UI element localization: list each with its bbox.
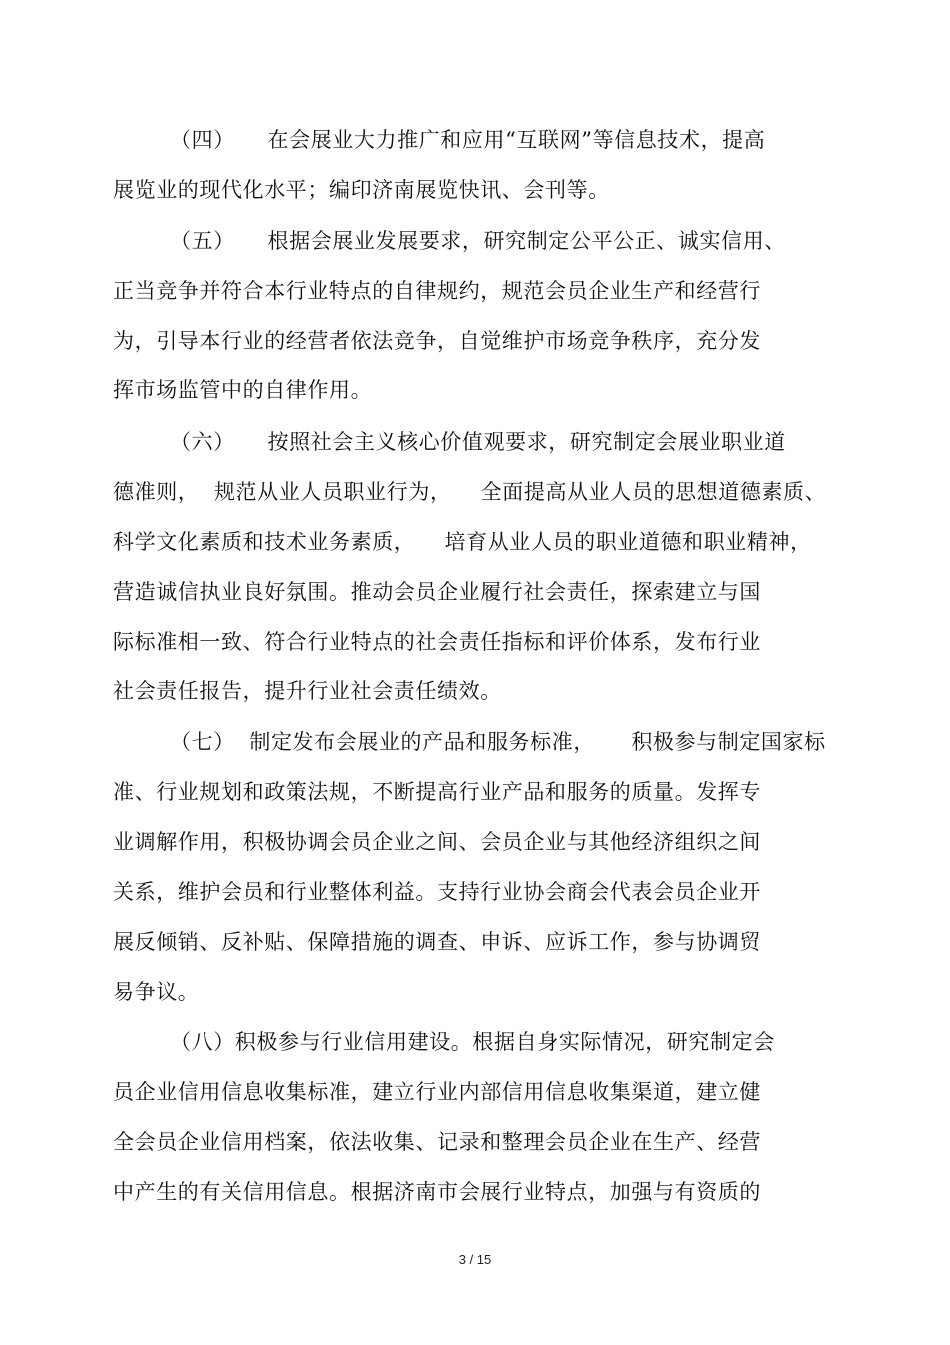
text-line: 德准则， 规范从业人员职业行为， 全面提高从业人员的思想道德素质、	[113, 480, 827, 504]
text-line: （四） 在会展业大力推广和应用“互联网”等信息技术，提高	[170, 128, 766, 152]
text-line: 为，引导本行业的经营者依法竞争，自觉维护市场竞争秩序，充分发	[113, 329, 761, 353]
text-line: （七） 制定发布会展业的产品和服务标准， 积极参与制定国家标	[170, 730, 826, 754]
text-line: （八）积极参与行业信用建设。根据自身实际情况，研究制定会	[170, 1030, 775, 1054]
text-line: 全会员企业信用档案，依法收集、记录和整理会员企业在生产、经营	[113, 1130, 761, 1154]
text-line: 社会责任报告，提升行业社会责任绩效。	[113, 679, 502, 703]
text-line: 关系，维护会员和行业整体利益。支持行业协会商会代表会员企业开	[113, 880, 761, 904]
page-number: 3 / 15	[458, 1252, 492, 1267]
text-line: 营造诚信执业良好氛围。推动会员企业履行社会责任，探索建立与国	[113, 580, 761, 604]
text-line: 中产生的有关信用信息。根据济南市会展行业特点，加强与有资质的	[113, 1180, 761, 1204]
text-line: （五） 根据会展业发展要求，研究制定公平公正、诚实信用、	[170, 229, 786, 253]
text-line: 业调解作用，积极协调会员企业之间、会员企业与其他经济组织之间	[113, 830, 761, 854]
text-line: 准、行业规划和政策法规，不断提高行业产品和服务的质量。发挥专	[113, 780, 761, 804]
text-line: 易争议。	[113, 980, 200, 1004]
text-line: （六） 按照社会主义核心价值观要求，研究制定会展业职业道	[170, 430, 786, 454]
text-line: 展览业的现代化水平；编印济南展览快讯、会刊等。	[113, 178, 610, 202]
text-line: 挥市场监管中的自律作用。	[113, 378, 373, 402]
text-line: 际标准相一致、符合行业特点的社会责任指标和评价体系，发布行业	[113, 630, 761, 654]
text-line: 展反倾销、反补贴、保障措施的调查、申诉、应诉工作，参与协调贸	[113, 930, 761, 954]
text-line: 员企业信用信息收集标准，建立行业内部信用信息收集渠道，建立健	[113, 1080, 761, 1104]
text-line: 正当竞争并符合本行业特点的自律规约，规范会员企业生产和经营行	[113, 279, 761, 303]
text-line: 科学文化素质和技术业务素质， 培育从业人员的职业道德和职业精神，	[113, 530, 812, 554]
